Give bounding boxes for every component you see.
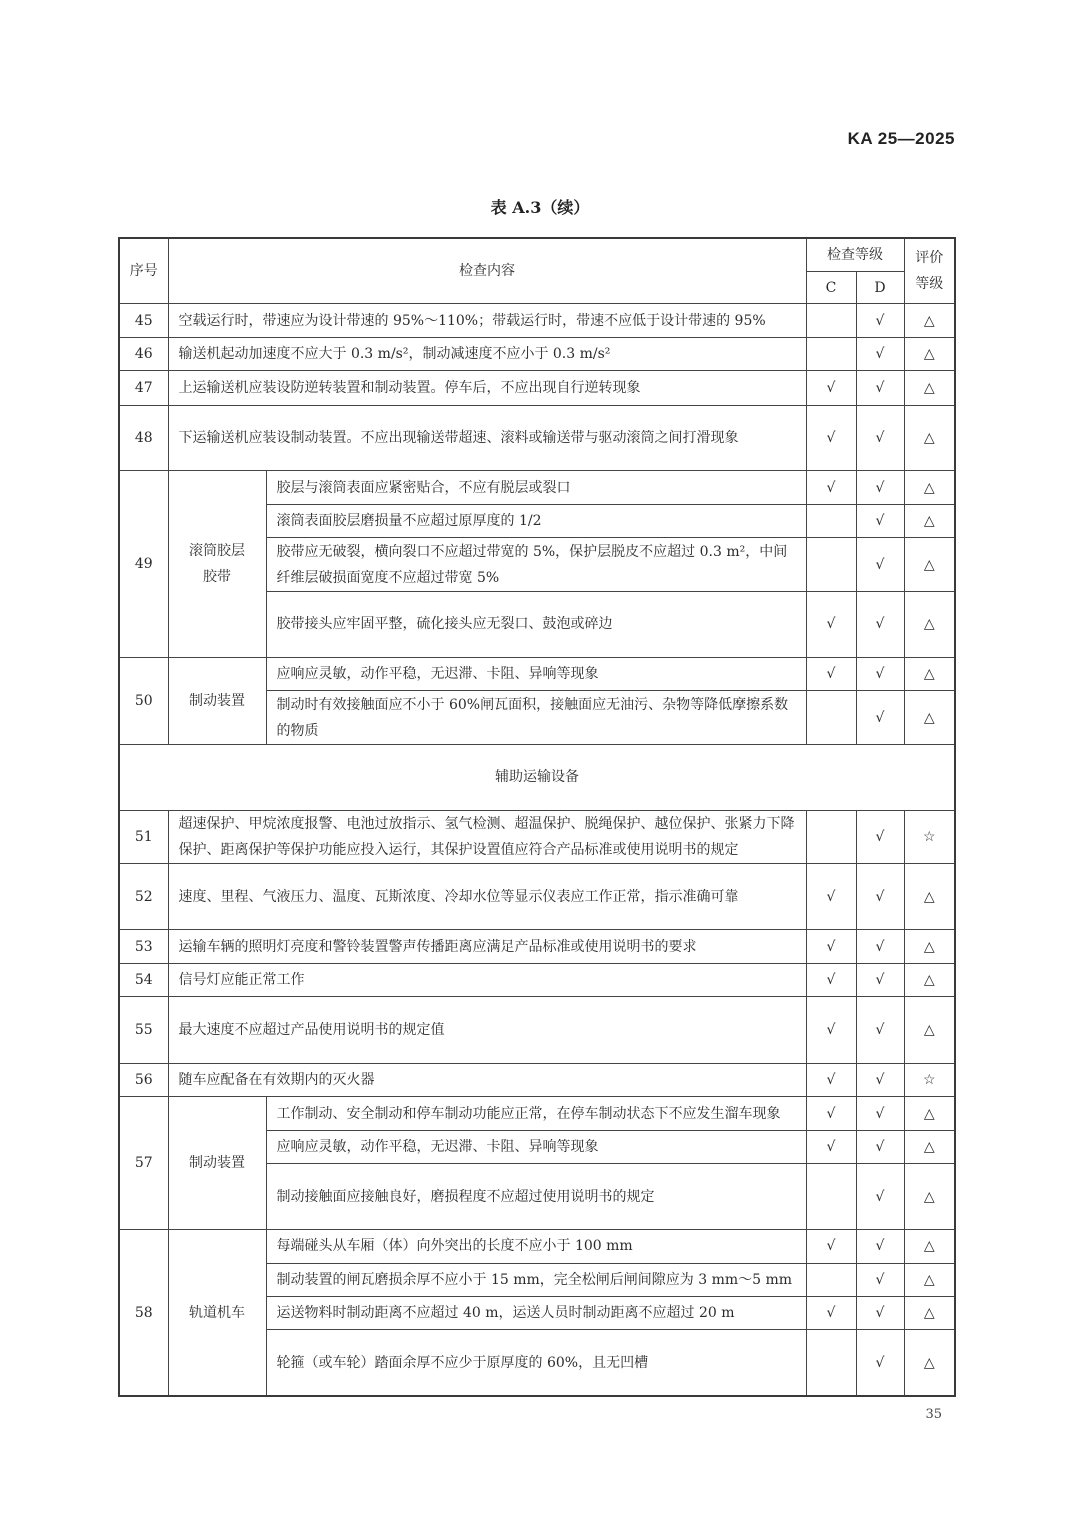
check-d: √ — [856, 471, 904, 504]
table-title: 表 A.3（续） — [490, 198, 590, 217]
eval-mark: △ — [904, 1263, 955, 1296]
check-c: √ — [806, 371, 856, 405]
row-number: 48 — [119, 405, 168, 471]
check-d: √ — [856, 1164, 904, 1230]
check-c: √ — [806, 963, 856, 996]
check-content: 胶带接头应牢固平整，硫化接头应无裂口、鼓泡或碎边 — [266, 591, 806, 657]
row-number: 51 — [119, 810, 168, 864]
col-head-seq: 序号 — [119, 238, 168, 304]
check-content: 下运输送机应装设制动装置。不应出现输送带超速、滚料或输送带与驱动滚筒之间打滑现象 — [168, 405, 806, 471]
check-d: √ — [856, 304, 904, 337]
table-row — [119, 337, 955, 370]
check-c: √ — [806, 591, 856, 657]
check-c — [806, 810, 856, 864]
eval-mark: △ — [904, 1330, 955, 1396]
row-number: 58 — [119, 1230, 168, 1396]
check-content: 运送物料时制动距离不应超过 40 m，运送人员时制动距离不应超过 20 m — [266, 1296, 806, 1329]
eval-mark: △ — [904, 1230, 955, 1263]
table-row — [119, 405, 955, 471]
check-d: √ — [856, 1263, 904, 1296]
check-content: 制动时有效接触面应不小于 60%闸瓦面积，接触面应无油污、杂物等降低摩擦系数的物质 — [266, 691, 806, 745]
check-c: √ — [806, 930, 856, 963]
eval-mark: △ — [904, 1164, 955, 1230]
check-c: √ — [806, 471, 856, 504]
eval-mark: △ — [904, 864, 955, 930]
check-c — [806, 538, 856, 592]
page-number: 35 — [925, 1407, 942, 1422]
check-d: √ — [856, 963, 904, 996]
table-row — [119, 963, 955, 996]
group-label: 制动装置 — [168, 1097, 266, 1230]
check-d: √ — [856, 930, 904, 963]
check-d: √ — [856, 1330, 904, 1396]
table-row — [119, 657, 955, 690]
check-d: √ — [856, 1230, 904, 1263]
check-c: √ — [806, 997, 856, 1064]
table-row — [119, 1064, 955, 1097]
check-content: 工作制动、安全制动和停车制动功能应正常，在停车制动状态下不应发生溜车现象 — [266, 1097, 806, 1130]
table-row — [119, 997, 955, 1064]
check-content: 最大速度不应超过产品使用说明书的规定值 — [168, 997, 806, 1064]
col-head-level: 检查等级 — [806, 238, 904, 271]
row-number: 45 — [119, 304, 168, 337]
check-d: √ — [856, 1130, 904, 1163]
check-d: √ — [856, 1097, 904, 1130]
check-c — [806, 304, 856, 337]
check-d: √ — [856, 405, 904, 471]
row-number: 47 — [119, 371, 168, 405]
row-number: 54 — [119, 963, 168, 996]
check-d: √ — [856, 538, 904, 592]
table-row — [119, 1097, 955, 1130]
table-row — [119, 471, 955, 504]
check-d: √ — [856, 1296, 904, 1329]
table-row — [119, 371, 955, 405]
row-number: 56 — [119, 1064, 168, 1097]
check-content: 信号灯应能正常工作 — [168, 963, 806, 996]
group-label: 制动装置 — [168, 657, 266, 744]
check-d: √ — [856, 371, 904, 405]
eval-mark: △ — [904, 1130, 955, 1163]
check-content: 胶带应无破裂，横向裂口不应超过带宽的 5%，保护层脱皮不应超过 0.3 m²，中间纤维层破损面宽度不应超过带宽 5% — [266, 538, 806, 592]
check-c: √ — [806, 405, 856, 471]
eval-mark: △ — [904, 405, 955, 471]
section-title: 辅助运输设备 — [119, 744, 955, 810]
eval-mark: △ — [904, 371, 955, 405]
check-content: 应响应灵敏，动作平稳，无迟滞、卡阻、异响等现象 — [266, 657, 806, 690]
check-content: 随车应配备在有效期内的灭火器 — [168, 1064, 806, 1097]
check-c: √ — [806, 864, 856, 930]
check-c — [806, 1263, 856, 1296]
eval-mark: △ — [904, 504, 955, 537]
eval-mark: △ — [904, 304, 955, 337]
check-d: √ — [856, 691, 904, 745]
table-row — [119, 930, 955, 963]
row-number: 53 — [119, 930, 168, 963]
eval-mark: △ — [904, 997, 955, 1064]
eval-mark: △ — [904, 1296, 955, 1329]
check-content: 轮箍（或车轮）踏面余厚不应少于原厚度的 60%，且无凹槽 — [266, 1330, 806, 1396]
check-c: √ — [806, 1296, 856, 1329]
row-number: 55 — [119, 997, 168, 1064]
eval-mark: △ — [904, 337, 955, 370]
eval-mark: ☆ — [904, 810, 955, 864]
check-content: 空载运行时，带速应为设计带速的 95%～110%；带载运行时，带速不应低于设计带速的 95% — [168, 304, 806, 337]
col-head-content: 检查内容 — [168, 238, 806, 304]
check-content: 输送机起动加速度不应大于 0.3 m/s²，制动减速度不应小于 0.3 m/s² — [168, 337, 806, 370]
row-number: 50 — [119, 657, 168, 744]
check-c — [806, 504, 856, 537]
eval-mark: △ — [904, 963, 955, 996]
col-head-eval: 评价 等级 — [904, 238, 955, 304]
table-row — [119, 810, 955, 864]
inspection-table — [118, 237, 956, 1397]
check-d: √ — [856, 337, 904, 370]
group-label: 轨道机车 — [168, 1230, 266, 1396]
check-content: 制动装置的闸瓦磨损余厚不应小于 15 mm，完全松闸后闸间隙应为 3 mm～5 mm — [266, 1263, 806, 1296]
header-row — [119, 238, 955, 271]
eval-mark: △ — [904, 538, 955, 592]
check-c — [806, 691, 856, 745]
standard-code: KA 25—2025 — [847, 129, 955, 148]
eval-mark: △ — [904, 471, 955, 504]
col-head-c: C — [806, 271, 856, 303]
table-row — [119, 864, 955, 930]
check-content: 运输车辆的照明灯亮度和警铃装置警声传播距离应满足产品标准或使用说明书的要求 — [168, 930, 806, 963]
check-c: √ — [806, 657, 856, 690]
eval-mark: △ — [904, 1097, 955, 1130]
check-content: 应响应灵敏，动作平稳，无迟滞、卡阻、异响等现象 — [266, 1130, 806, 1163]
col-head-d: D — [856, 271, 904, 303]
row-number: 46 — [119, 337, 168, 370]
check-c: √ — [806, 1130, 856, 1163]
check-d: √ — [856, 810, 904, 864]
section-row — [119, 744, 955, 810]
row-number: 49 — [119, 471, 168, 657]
check-c — [806, 1330, 856, 1396]
check-content: 胶层与滚筒表面应紧密贴合，不应有脱层或裂口 — [266, 471, 806, 504]
row-number: 57 — [119, 1097, 168, 1230]
check-c: √ — [806, 1097, 856, 1130]
check-content: 制动接触面应接触良好，磨损程度不应超过使用说明书的规定 — [266, 1164, 806, 1230]
check-content: 滚筒表面胶层磨损量不应超过原厚度的 1/2 — [266, 504, 806, 537]
check-c — [806, 1164, 856, 1230]
group-label: 滚筒胶层 胶带 — [168, 471, 266, 657]
check-d: √ — [856, 504, 904, 537]
check-content: 每端碰头从车厢（体）向外突出的长度不应小于 100 mm — [266, 1230, 806, 1263]
check-content: 速度、里程、气液压力、温度、瓦斯浓度、冷却水位等显示仪表应工作正常，指示准确可靠 — [168, 864, 806, 930]
eval-mark: △ — [904, 930, 955, 963]
check-content: 上运输送机应装设防逆转装置和制动装置。停车后，不应出现自行逆转现象 — [168, 371, 806, 405]
check-c — [806, 337, 856, 370]
check-c: √ — [806, 1230, 856, 1263]
eval-mark: △ — [904, 691, 955, 745]
eval-mark: △ — [904, 657, 955, 690]
check-c: √ — [806, 1064, 856, 1097]
eval-mark: ☆ — [904, 1064, 955, 1097]
check-d: √ — [856, 591, 904, 657]
check-d: √ — [856, 864, 904, 930]
table-row — [119, 304, 955, 337]
table-row — [119, 1230, 955, 1263]
eval-mark: △ — [904, 591, 955, 657]
check-d: √ — [856, 657, 904, 690]
row-number: 52 — [119, 864, 168, 930]
check-content: 超速保护、甲烷浓度报警、电池过放指示、氢气检测、超温保护、脱绳保护、越位保护、张紧力下降保护、距离保护等保护功能应投入运行，其保护设置值应符合产品标准或使用说明书的规定 — [168, 810, 806, 864]
check-d: √ — [856, 1064, 904, 1097]
check-d: √ — [856, 997, 904, 1064]
